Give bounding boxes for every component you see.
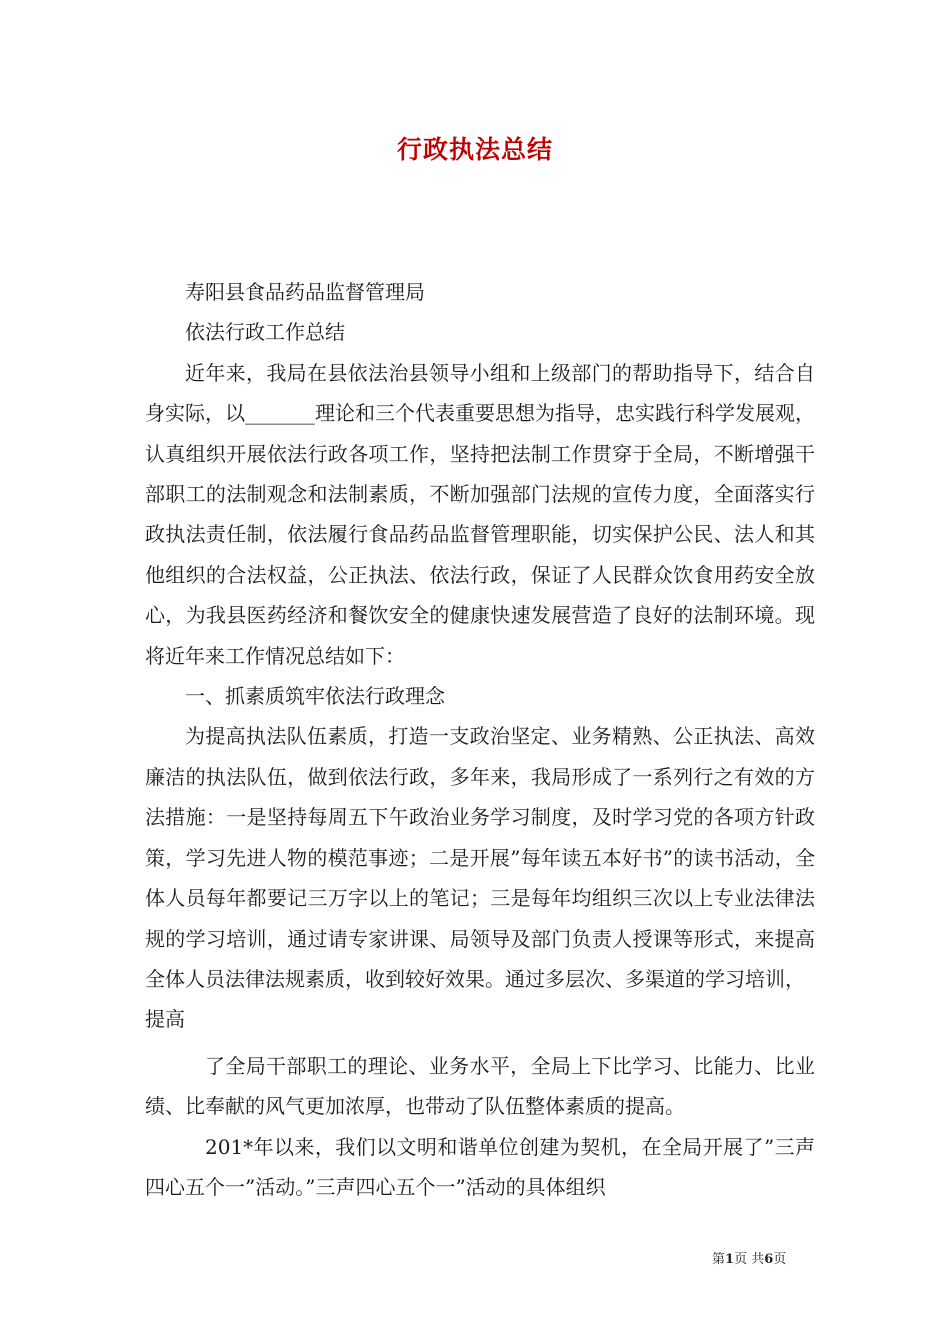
footer-suffix: 页	[773, 1252, 787, 1267]
paragraph-intro: 近年来，我局在县依法治县领导小组和上级部门的帮助指导下，结合自身实际，以_______理论和三个代表重要思想为指导，忠实践行科学发展观，认真组织开展依法行政各项工作，坚持把法制工作贯穿于全局，不断增强干部职工的法制观念和法制素质，不断加强部门法规的宣传力度，全面落实行政执法责任制，依法履行食品药品监督管理职能，切实保护公民、法人和其他组织的合法权益，公正执法、依法行政，保证了人民群众饮食用药安全放心，为我县医药经济和餐饮安全的健康快速发展营造了良好的法制环境。现将近年来工作情况总结如下：	[145, 360, 815, 668]
paragraph-organization: 寿阳县食品药品监督管理局	[185, 280, 425, 304]
footer-middle: 页 共	[734, 1252, 765, 1267]
document-body	[145, 272, 815, 1207]
paragraph-fragment: 提高	[145, 1007, 185, 1032]
document-title: 行政执法总结	[396, 135, 553, 164]
section-heading-1: 一、抓素质筑牢依法行政理念	[185, 684, 445, 709]
paragraph-subtitle: 依法行政工作总结	[185, 320, 345, 345]
footer-current-page: 1	[725, 1252, 735, 1267]
page-footer	[712, 1248, 832, 1267]
paragraph-section-1: 为提高执法队伍素质，打造一支政治坚定、业务精熟、公正执法、高效廉洁的执法队伍，做到依法行政，多年来，我局形成了一系列行之有效的方法措施：一是坚持每周五下午政治业务学习制度，及时学习党的各项方针政策，学习先进人物的模范事迹；二是开展”每年读五本好书”的读书活动，全体人员每年都要记三万字以上的笔记；三是每年均组织三次以上专业法律法规的学习培训，通过请专家讲课、局领导及部门负责人授课等形式，来提高全体人员法律法规素质，收到较好效果。通过多层次、多渠道的学习培训，	[145, 724, 815, 991]
footer-total-pages: 6	[764, 1252, 774, 1267]
paragraph-activity: 201*年以来，我们以文明和谐单位创建为契机，在全局开展了”三声四心五个一”活动。”三声四心五个一”活动的具体组织	[145, 1134, 815, 1199]
paragraph-continuation: 了全局干部职工的理论、业务水平，全局上下比学习、比能力、比业绩、比奉献的风气更加浓厚，也带动了队伍整体素质的提高。	[145, 1053, 815, 1119]
footer-prefix: 第	[712, 1252, 726, 1267]
